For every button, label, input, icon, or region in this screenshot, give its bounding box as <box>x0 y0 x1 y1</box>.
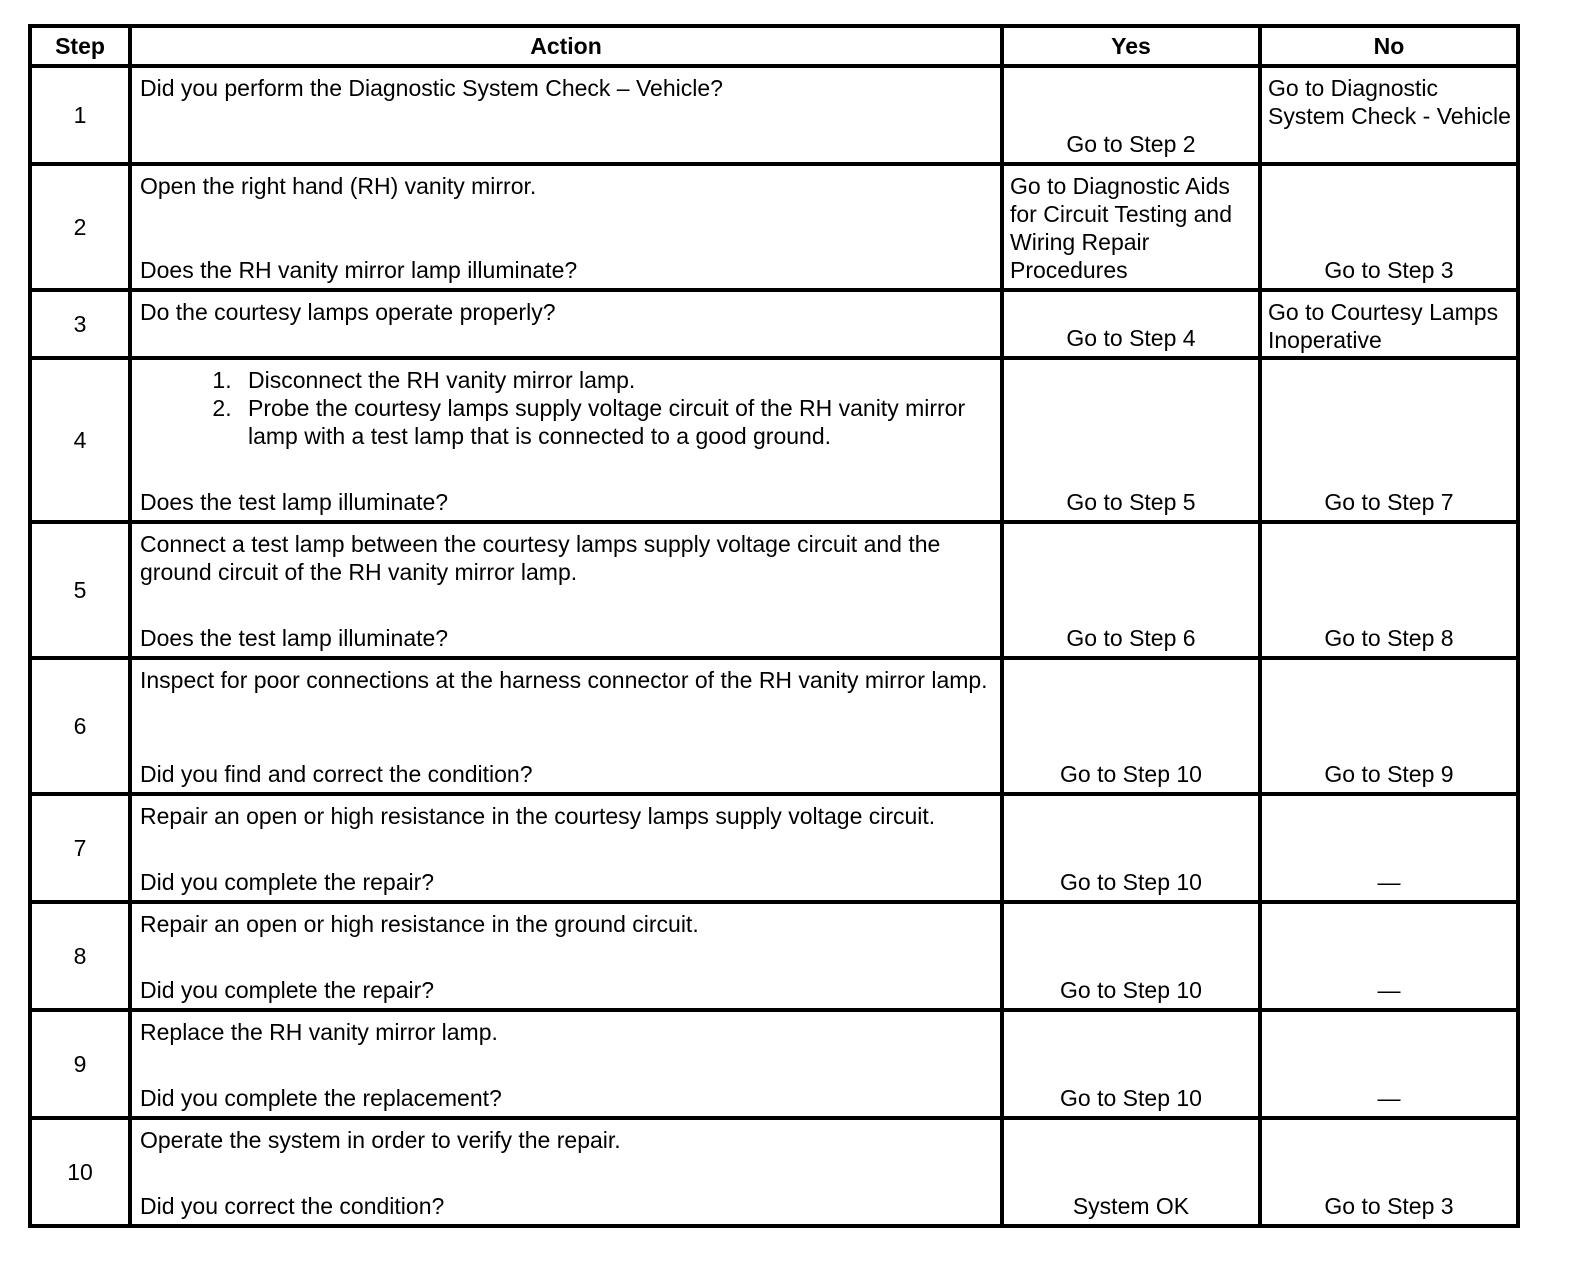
no-cell <box>1260 1010 1518 1118</box>
substep-list <box>140 366 992 450</box>
yes-result: System OK <box>1072 1193 1190 1219</box>
yes-cell <box>1002 902 1260 1010</box>
action-text: Repair an open or high resistance in the courtesy lamps supply voltage circuit. <box>140 803 936 829</box>
step-number: 5 <box>30 522 130 658</box>
no-result: Go to Step 7 <box>1324 489 1454 515</box>
action-text: Open the right hand (RH) vanity mirror. <box>140 173 537 199</box>
no-result: — <box>1377 1085 1401 1111</box>
action-question: Does the test lamp illuminate? <box>140 625 449 651</box>
step-number: 10 <box>30 1118 130 1226</box>
substep-item: 1. Disconnect the RH vanity mirror lamp. <box>238 366 992 394</box>
no-result: — <box>1377 977 1401 1003</box>
yes-result: Go to Step 10 <box>1060 869 1202 895</box>
table-row <box>30 1010 1518 1118</box>
yes-result: Go to Step 5 <box>1066 489 1196 515</box>
yes-cell <box>1002 66 1260 164</box>
action-cell <box>130 522 1002 658</box>
step-number: 9 <box>30 1010 130 1118</box>
yes-result: Go to Step 6 <box>1066 625 1196 651</box>
action-question: Does the RH vanity mirror lamp illuminate? <box>140 257 578 283</box>
yes-result: Go to Diagnostic Aids for Circuit Testing and Wiring Repair Procedures <box>1010 173 1233 283</box>
yes-result: Go to Step 4 <box>1066 325 1196 351</box>
action-cell <box>130 794 1002 902</box>
no-cell <box>1260 1118 1518 1226</box>
yes-cell <box>1002 794 1260 902</box>
no-cell <box>1260 66 1518 164</box>
action-text: Repair an open or high resistance in the ground circuit. <box>140 911 699 937</box>
action-question: Does the test lamp illuminate? <box>140 489 449 515</box>
table-row <box>30 290 1518 358</box>
action-cell <box>130 164 1002 290</box>
yes-cell <box>1002 1010 1260 1118</box>
table-row <box>30 1118 1518 1226</box>
action-text: Did you perform the Diagnostic System Check – Vehicle? <box>140 75 723 101</box>
action-question: Did you complete the replacement? <box>140 1085 502 1111</box>
header-row <box>30 26 1518 66</box>
table-row <box>30 66 1518 164</box>
yes-result: Go to Step 2 <box>1066 131 1196 157</box>
no-cell <box>1260 358 1518 522</box>
no-result: Go to Step 8 <box>1324 625 1454 651</box>
step-number: 2 <box>30 164 130 290</box>
step-number: 8 <box>30 902 130 1010</box>
step-number: 3 <box>30 290 130 358</box>
diagnostic-table <box>28 24 1520 1228</box>
no-result: Go to Step 3 <box>1324 1193 1454 1219</box>
no-result: Go to Diagnostic System Check - Vehicle <box>1268 75 1511 129</box>
table-row <box>30 902 1518 1010</box>
table-row <box>30 658 1518 794</box>
action-text: Replace the RH vanity mirror lamp. <box>140 1019 498 1045</box>
no-cell <box>1260 290 1518 358</box>
action-cell <box>130 1010 1002 1118</box>
table-row <box>30 164 1518 290</box>
substep-item: 2. Probe the courtesy lamps supply voltage circuit of the RH vanity mirror lamp with a test lamp that is connected to a good ground. <box>238 394 992 450</box>
no-cell <box>1260 164 1518 290</box>
step-number: 6 <box>30 658 130 794</box>
action-text: Operate the system in order to verify the repair. <box>140 1127 621 1153</box>
action-cell <box>130 658 1002 794</box>
action-text: Do the courtesy lamps operate properly? <box>140 299 556 325</box>
action-cell <box>130 902 1002 1010</box>
table-row <box>30 794 1518 902</box>
no-cell <box>1260 902 1518 1010</box>
action-question: Did you complete the repair? <box>140 869 435 895</box>
action-cell <box>130 358 1002 522</box>
yes-result: Go to Step 10 <box>1060 1085 1202 1111</box>
step-number: 1 <box>30 66 130 164</box>
header-yes: Yes <box>1002 26 1260 66</box>
action-text: Connect a test lamp between the courtesy lamps supply voltage circuit and the ground circuit of the RH vanity mirror lamp. <box>140 531 941 585</box>
yes-cell <box>1002 358 1260 522</box>
no-cell <box>1260 658 1518 794</box>
yes-cell <box>1002 290 1260 358</box>
action-question: Did you correct the condition? <box>140 1193 445 1219</box>
yes-cell <box>1002 164 1260 290</box>
yes-result: Go to Step 10 <box>1060 761 1202 787</box>
step-number: 7 <box>30 794 130 902</box>
no-result: Go to Step 9 <box>1324 761 1454 787</box>
action-cell <box>130 66 1002 164</box>
table-row <box>30 358 1518 522</box>
step-number: 4 <box>30 358 130 522</box>
yes-cell <box>1002 1118 1260 1226</box>
no-result: — <box>1377 869 1401 895</box>
action-question: Did you complete the repair? <box>140 977 435 1003</box>
action-text: Inspect for poor connections at the harness connector of the RH vanity mirror lamp. <box>140 667 988 693</box>
action-cell <box>130 1118 1002 1226</box>
yes-cell <box>1002 658 1260 794</box>
header-action: Action <box>130 26 1002 66</box>
no-result: Go to Step 3 <box>1324 257 1454 283</box>
action-cell <box>130 290 1002 358</box>
yes-cell <box>1002 522 1260 658</box>
no-cell <box>1260 522 1518 658</box>
action-question: Did you find and correct the condition? <box>140 761 533 787</box>
no-cell <box>1260 794 1518 902</box>
table-row <box>30 522 1518 658</box>
no-result: Go to Courtesy Lamps Inoperative <box>1268 299 1499 353</box>
header-step: Step <box>30 26 130 66</box>
header-no: No <box>1260 26 1518 66</box>
yes-result: Go to Step 10 <box>1060 977 1202 1003</box>
